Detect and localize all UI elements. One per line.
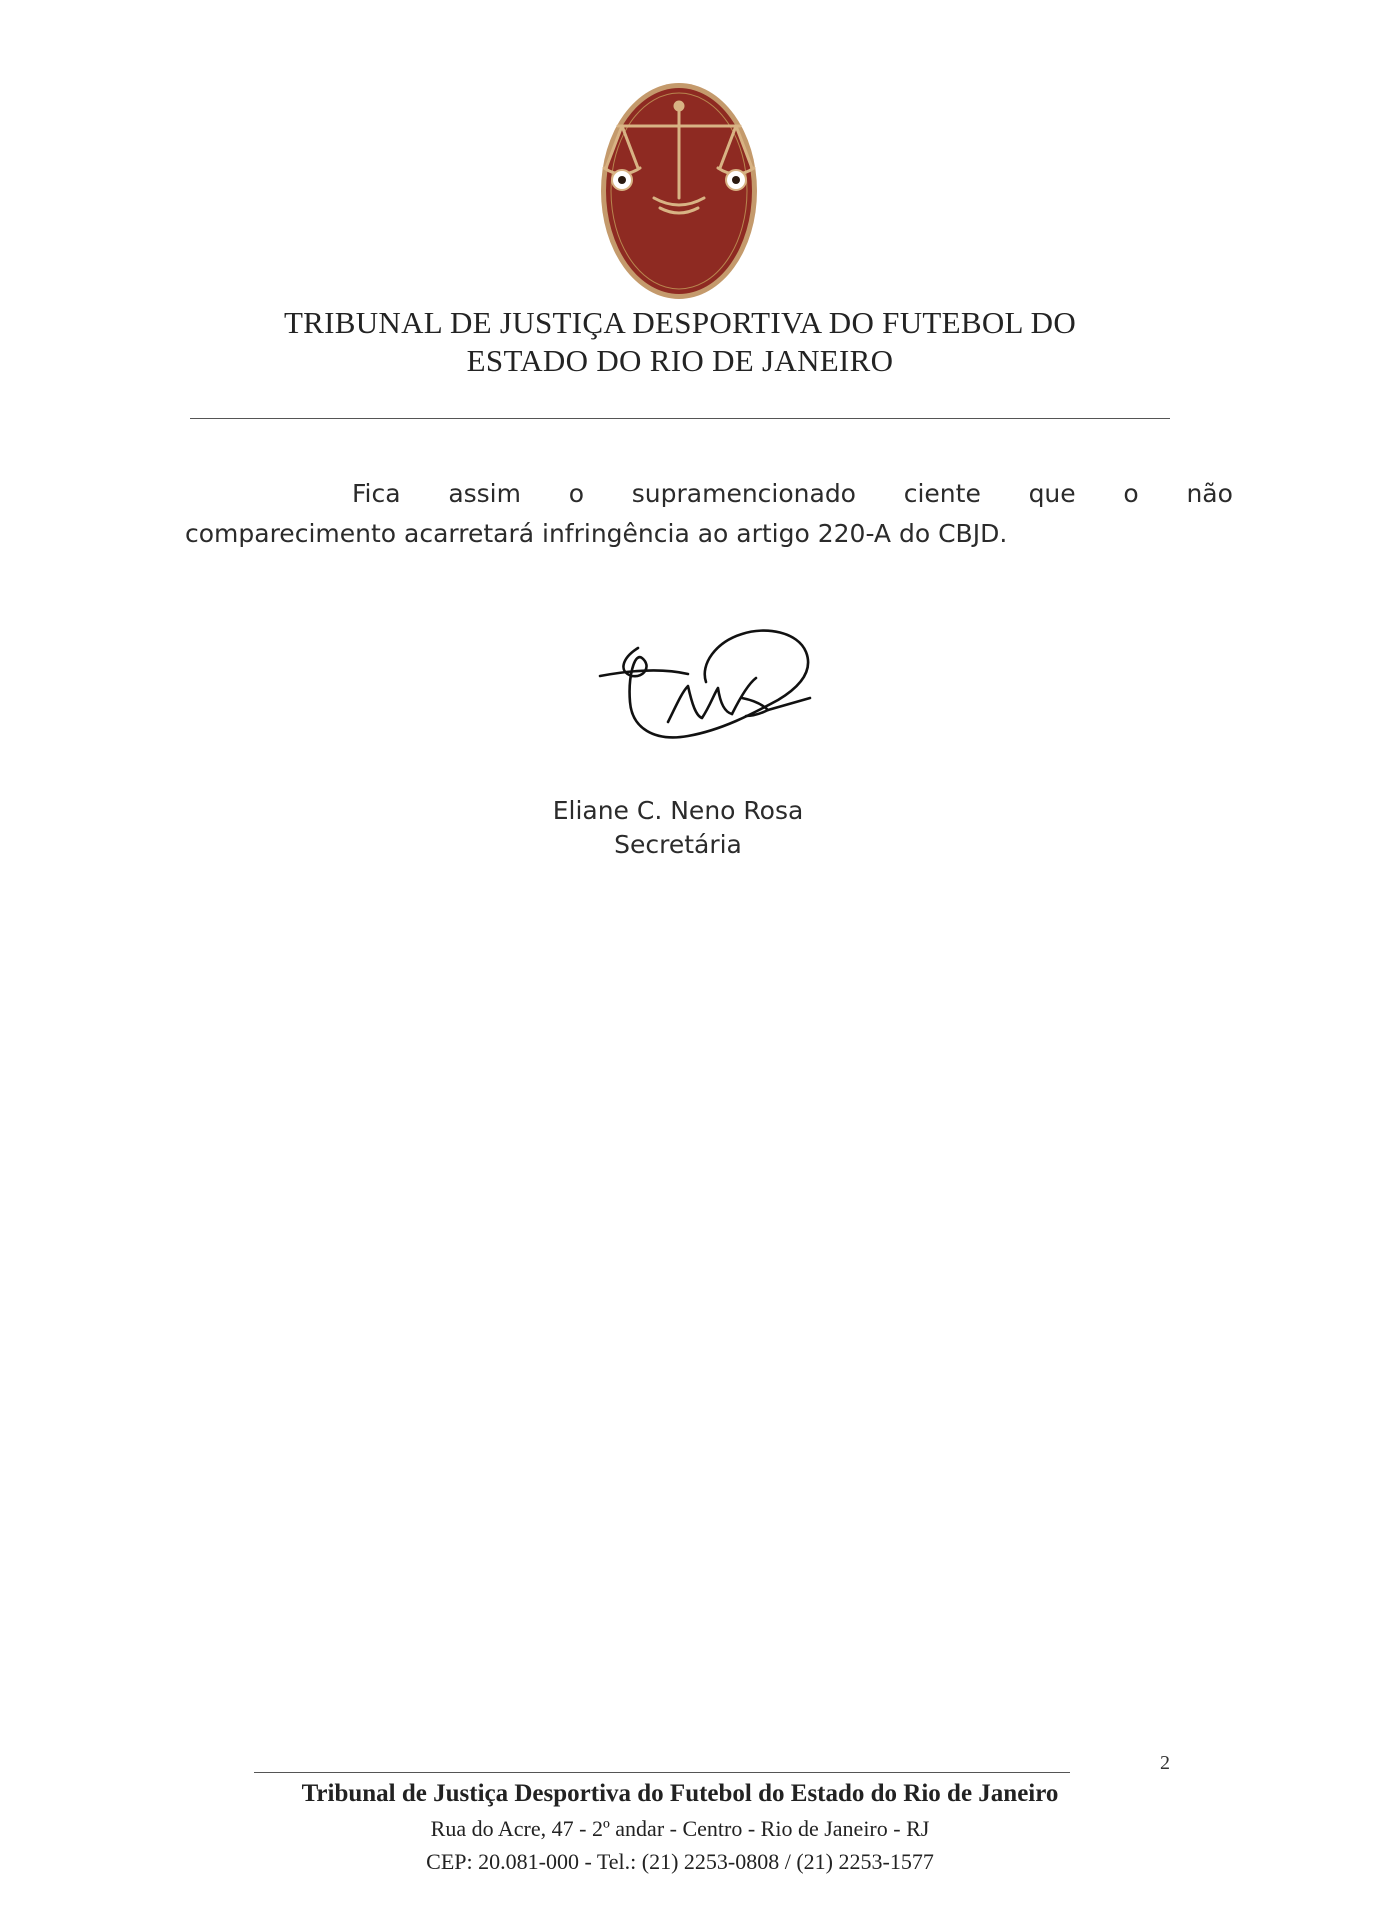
paragraph-line-1	[185, 474, 1233, 514]
body-paragraph	[185, 474, 1233, 554]
footer	[200, 1776, 1160, 1878]
paragraph-line-2: comparecimento acarretará infringência ao artigo 220-A do CBJD.	[185, 519, 1008, 548]
word: supramencionado	[631, 479, 856, 508]
word: Fica	[352, 479, 401, 508]
word: assim	[448, 479, 521, 508]
scales-of-justice-icon	[598, 80, 760, 302]
word: que	[1028, 479, 1076, 508]
word: ciente	[903, 479, 981, 508]
word: o	[1123, 479, 1139, 508]
footer-contact: CEP: 20.081-000 - Tel.: (21) 2253-0808 / (21) 2253-1577	[426, 1849, 934, 1874]
signer-block	[478, 794, 878, 862]
footer-court-name: Tribunal de Justiça Desportiva do Futebol do Estado do Rio de Janeiro	[301, 1780, 1059, 1807]
handwritten-signature	[592, 618, 822, 754]
court-title-line-1: TRIBUNAL DE JUSTIÇA DESPORTIVA DO FUTEBOL DO	[283, 305, 1077, 340]
page-number: 2	[1160, 1752, 1170, 1774]
footer-address: Rua do Acre, 47 - 2º andar - Centro - Rio de Janeiro - RJ	[430, 1816, 930, 1841]
word: não	[1186, 479, 1233, 508]
court-title	[150, 304, 1210, 380]
court-title-line-2: ESTADO DO RIO DE JANEIRO	[466, 343, 894, 378]
header-divider	[190, 418, 1170, 419]
signer-name: Eliane C. Neno Rosa	[552, 796, 804, 825]
signer-role: Secretária	[614, 830, 742, 859]
court-seal-logo	[598, 80, 760, 302]
footer-divider	[254, 1772, 1070, 1773]
word: o	[568, 479, 585, 508]
